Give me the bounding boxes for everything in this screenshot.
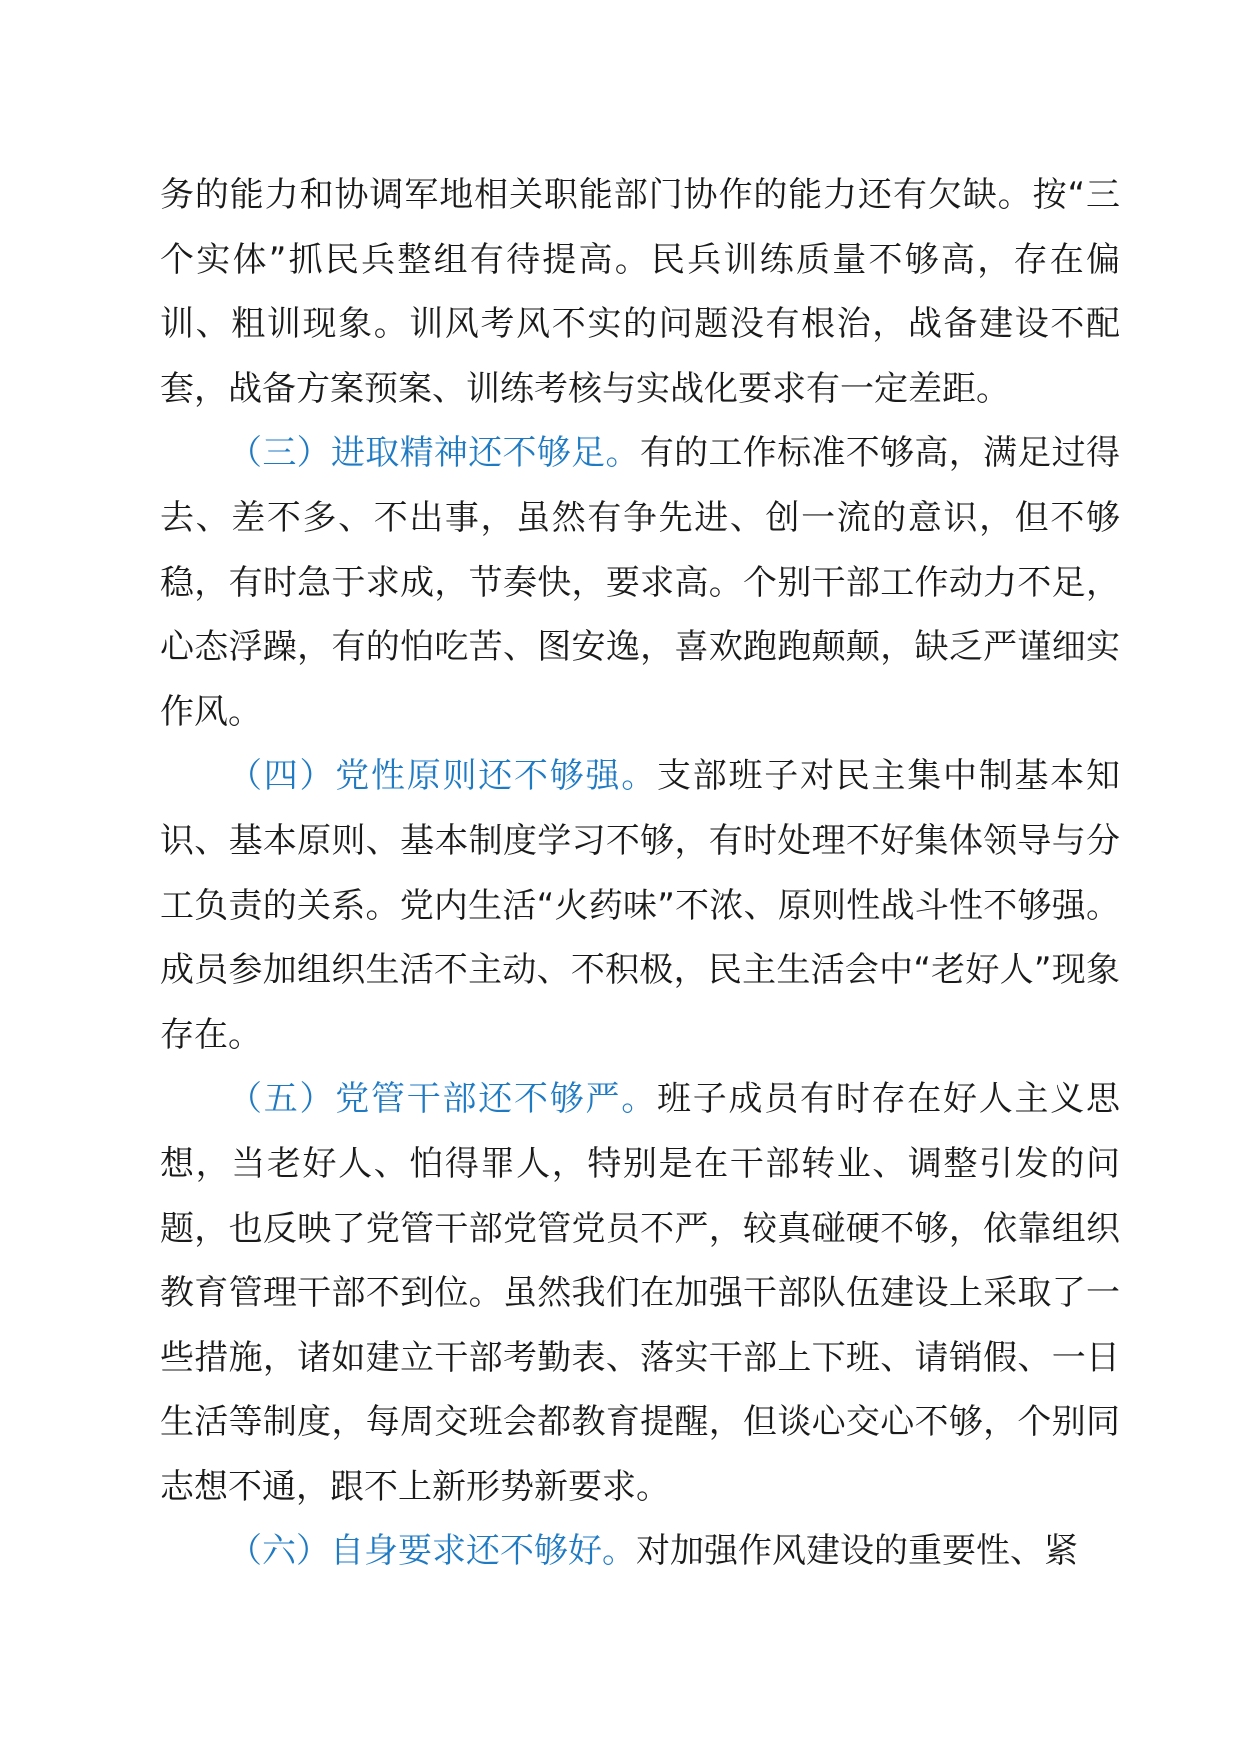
section-heading: （五）党管干部还不够严。 [228, 1079, 657, 1120]
paragraph-section-4 [160, 744, 1120, 1067]
section-heading: （四）党性原则还不够强。 [228, 756, 657, 797]
paragraph-continuation [160, 163, 1120, 421]
section-heading: （三）进取精神还不够足。 [228, 433, 640, 474]
paragraph-body: 班子成员有时存在好人主义思想，当老好人、怕得罪人，特别是在干部转业、调整引发的问题，也反映了党管干部党管党员不严，较真碰硬不够，依靠组织教育管理干部不到位。虽然我们在加强干部队伍建设上采取了一些措施，诸如建立干部考勤表、落实干部上下班、请销假、一日生活等制度，每周交班会都教育提醒，但谈心交心不够，个别同志想不通，跟不上新形势新要求。 [160, 1079, 1120, 1507]
paragraph-body: 支部班子对民主集中制基本知识、基本原则、基本制度学习不够，有时处理不好集体领导与分工负责的关系。党内生活“火药味”不浓、原则性战斗性不够强。成员参加组织生活不主动、不积极，民主生活会中“老好人”现象存在。 [160, 756, 1120, 1055]
paragraph-section-6 [160, 1519, 1120, 1584]
paragraph-body: 务的能力和协调军地相关职能部门协作的能力还有欠缺。按“三个实体”抓民兵整组有待提高。民兵训练质量不够高，存在偏训、粗训现象。训风考风不实的问题没有根治，战备建设不配套，战备方案预案、训练考核与实战化要求有一定差距。 [160, 175, 1120, 409]
paragraph-section-5 [160, 1067, 1120, 1519]
paragraph-section-3 [160, 421, 1120, 744]
document-page [160, 163, 1120, 1584]
paragraph-body: 对加强作风建设的重要性、紧 [636, 1531, 1078, 1572]
section-heading: （六）自身要求还不够好。 [228, 1531, 636, 1572]
paragraph-body: 有的工作标准不够高，满足过得去、差不多、不出事，虽然有争先进、创一流的意识，但不够稳，有时急于求成，节奏快，要求高。个别干部工作动力不足，心态浮躁，有的怕吃苦、图安逸，喜欢跑跑颠颠，缺乏严谨细实作风。 [160, 433, 1121, 732]
